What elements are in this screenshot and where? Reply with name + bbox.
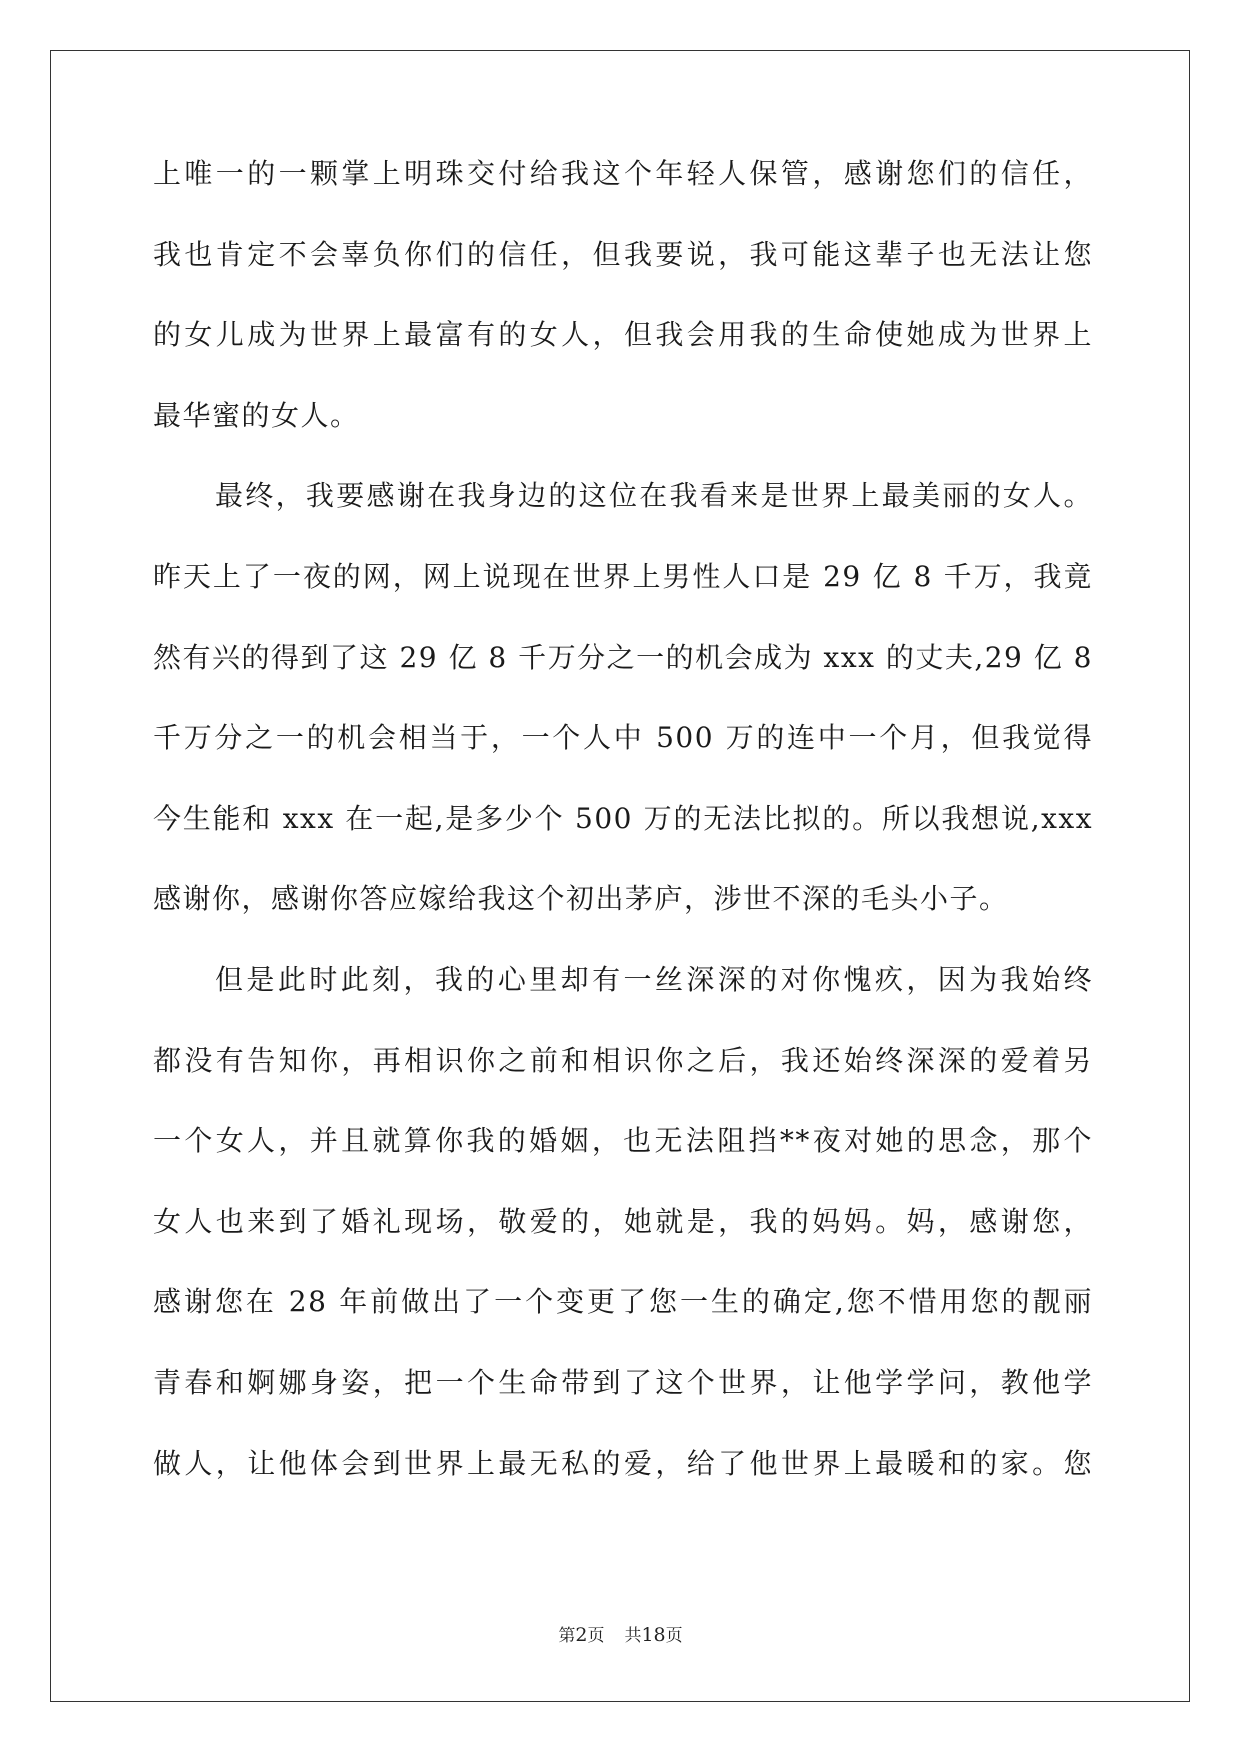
text-line: 最华蜜的女人。 xyxy=(153,399,360,432)
text-line: 今生能和 xxx 在一起,是多少个 500 万的无法比拟的。所以我想说,xxx xyxy=(153,802,1093,835)
page-prefix: 第 xyxy=(558,1626,576,1646)
text-line: 千万分之一的机会相当于，一个人中 500 万的连中一个月，但我觉得 xyxy=(153,722,1093,755)
text-line: 然有兴的得到了这 29 亿 8 千万分之一的机会成为 xxx 的丈夫,29 亿 8 xyxy=(153,641,1093,674)
total-prefix: 共 xyxy=(624,1626,642,1646)
total-unit: 页 xyxy=(665,1626,683,1646)
text-line: 的女儿成为世界上最富有的女人，但我会用我的生命使她成为世界上 xyxy=(153,319,1093,352)
text-line: 青春和婀娜身姿，把一个生命带到了这个世界，让他学学问，教他学 xyxy=(153,1366,1093,1399)
document-body xyxy=(153,158,1093,1528)
page-number: 2 xyxy=(575,1624,588,1646)
text-line: 都没有告知你，再相识你之前和相识你之后，我还始终深深的爱着另 xyxy=(153,1044,1093,1077)
page-footer xyxy=(0,1625,1241,1646)
text-line: 一个女人，并且就算你我的婚姻，也无法阻挡**夜对她的思念，那个 xyxy=(153,1125,1093,1158)
text-line: 我也肯定不会辜负你们的信任，但我要说，我可能这辈子也无法让您 xyxy=(153,238,1093,271)
page-unit: 页 xyxy=(587,1626,605,1646)
text-line: 做人，让他体会到世界上最无私的爱，给了他世界上最暖和的家。您 xyxy=(153,1447,1093,1480)
text-line: 感谢您在 28 年前做出了一个变更了您一生的确定,您不惜用您的靓丽 xyxy=(153,1286,1093,1319)
text-line: 感谢你，感谢你答应嫁给我这个初出茅庐，涉世不深的毛头小子。 xyxy=(153,883,1009,916)
text-line: 女人也来到了婚礼现场，敬爱的，她就是，我的妈妈。妈，感谢您， xyxy=(153,1205,1093,1238)
paragraph-first-line: 最终，我要感谢在我身边的这位在我看来是世界上最美丽的女人。 xyxy=(215,480,1093,513)
paragraph-first-line: 但是此时此刻，我的心里却有一丝深深的对你愧疚，因为我始终 xyxy=(215,963,1093,996)
text-line: 上唯一的一颗掌上明珠交付给我这个年轻人保管，感谢您们的信任， xyxy=(153,158,1093,190)
total-pages: 18 xyxy=(641,1624,666,1646)
text-line: 昨天上了一夜的网，网上说现在世界上男性人口是 29 亿 8 千万，我竟 xyxy=(153,560,1093,593)
